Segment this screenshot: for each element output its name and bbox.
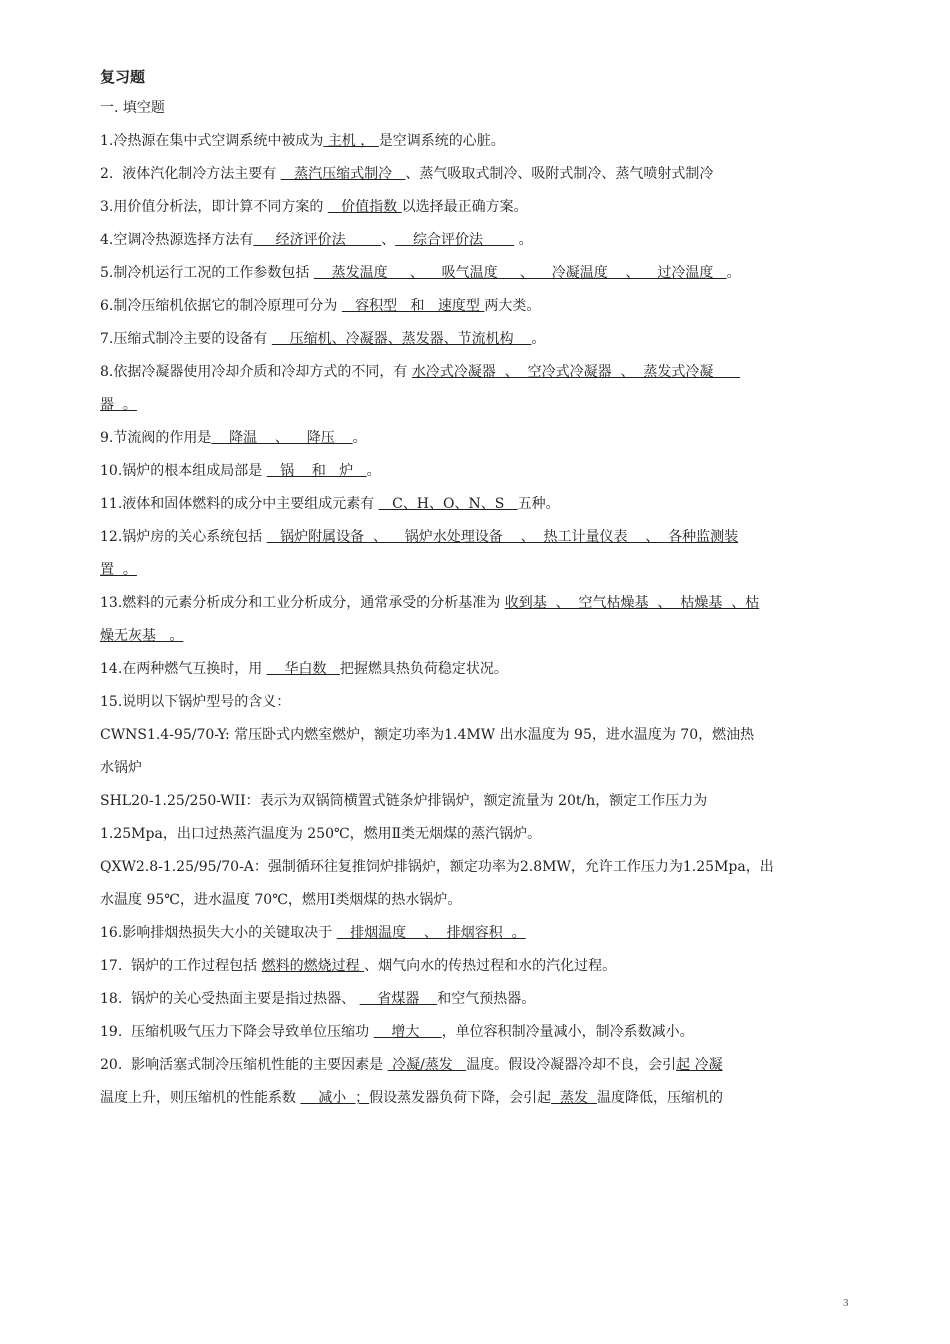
question-18: 18. 锅炉的关心受热面主要是指过热器、 省煤器 和空气预热器。 [100, 991, 536, 1007]
boiler-model-3: QXW2.8-1.25/95/70-A：强制循环往复推饲炉排锅炉，额定功率为2.8MW，允许工作压力为1.25Mpa，出 [100, 859, 774, 875]
question-20-cont: 温度上升，则压缩机的性能系数 减小 ；假设蒸发器负荷下降，会引起 蒸发 温度降低，压缩机的 [100, 1090, 723, 1106]
boiler-model-1-cont: 水锅炉 [100, 760, 142, 776]
question-1: 1.冷热源在集中式空调系统中被成为 主机 ， 是空调系统的心脏。 [100, 133, 505, 149]
question-10: 10.锅炉的根本组成局部是 锅 和 炉 。 [100, 463, 381, 479]
question-11: 11.液体和固体燃料的成分中主要组成元素有 C、H、O、N、S 五种。 [100, 496, 560, 512]
question-9: 9.节流阀的作用是 降温 、 降压 。 [100, 430, 367, 446]
question-2: 2. 液体汽化制冷方法主要有 蒸汽压缩式制冷 、蒸气吸取式制冷、吸附式制冷、蒸气喷射式制冷 [100, 166, 714, 182]
question-6: 6.制冷压缩机依据它的制冷原理可分为 容积型 和 速度型 两大类。 [100, 298, 541, 314]
answer: 燥无灰基 。 [100, 628, 184, 644]
question-15: 15.说明以下锅炉型号的含义： [100, 694, 291, 710]
question-12: 12.锅炉房的关心系统包括 锅炉附属设备 、 锅炉水处理设备 、 热工计量仪表 、 各种监测装 [100, 529, 739, 545]
answer: 蒸发温度 、 吸气温度 、 冷凝温度 、 过冷温度 [313, 265, 727, 281]
answer: C、H、O、N、S [378, 496, 518, 512]
question-13-cont [100, 620, 860, 653]
question-7: 7.压缩式制冷主要的设备有 压缩机、冷凝器、蒸发器、节流机构 。 [100, 331, 546, 347]
page-number: 3 [843, 1297, 849, 1309]
boiler-model-1: CWNS1.4-95/70-Y: 常压卧式内燃室燃炉，额定功率为1.4MW 出水温度为 95，进水温度为 70，燃油热 [100, 727, 755, 743]
boiler-model-2: SHL20-1.25/250-WII：表示为双锅筒横置式链条炉排锅炉，额定流量为 20t/h，额定工作压力为 [100, 793, 708, 809]
answer: 华白数 [266, 661, 340, 677]
answer: 蒸汽压缩式制冷 [280, 166, 406, 182]
answer: 降温 、 降压 [211, 430, 353, 446]
page-title: 复习题 [100, 68, 146, 86]
question-12-cont [100, 554, 860, 587]
answer: 综合评价法 [395, 232, 515, 248]
question-17: 17. 锅炉的工作过程包括 燃料的燃烧过程 、烟气向水的传热过程和水的汽化过程。 [100, 958, 617, 974]
answer: 置 。 [100, 562, 137, 578]
answer: 蒸发 [551, 1090, 597, 1106]
question-4: 4.空调冷热源选择方法有 经济评价法 、 综合评价法 。 [100, 232, 533, 248]
answer: 冷凝/蒸发 [387, 1057, 467, 1073]
question-16: 16.影响排烟热损失大小的关键取决于 排烟温度 、 排烟容积 。 [100, 925, 526, 941]
question-5: 5.制冷机运行工况的工作参数包括 蒸发温度 、 吸气温度 、 冷凝温度 、 过冷温度 。 [100, 265, 741, 281]
answer: 容积型 和 速度型 [341, 298, 485, 314]
boiler-model-3-cont: 水温度 95℃，进水温度 70℃，燃用Ⅰ类烟煤的热水锅炉。 [100, 892, 462, 908]
answer: 水冷式冷凝器 、 空冷式冷凝器 、 蒸发式冷凝 [411, 364, 741, 380]
answer: 锅炉附属设备 、 锅炉水处理设备 、 热工计量仪表 、 各种监测装 [266, 529, 739, 545]
question-13: 13.燃料的元素分析成分和工业分析成分，通常承受的分析基准为 收到基 、 空气枯燥基 、 枯燥基 、枯 [100, 595, 760, 611]
question-3: 3.用价值分析法，即计算不同方案的 价值指数 以选择最正确方案。 [100, 199, 528, 215]
content [100, 62, 860, 1115]
answer: 收到基 、 空气枯燥基 、 枯燥基 、枯 [504, 595, 760, 611]
answer: 锅 和 炉 [266, 463, 367, 479]
answer: 排烟温度 、 排烟容积 。 [336, 925, 526, 941]
answer: 省煤器 [359, 991, 438, 1007]
answer: 主机 ， [323, 133, 379, 149]
boiler-model-2-cont: 1.25Mpa，出口过热蒸汽温度为 250℃，燃用Ⅱ类无烟煤的蒸汽锅炉。 [100, 826, 542, 842]
question-8: 8.依据冷凝器使用冷却介质和冷却方式的不同，有 水冷式冷凝器 、 空冷式冷凝器 、 蒸发式冷凝 [100, 364, 741, 380]
answer: 燃料的燃烧过程 [261, 958, 365, 974]
question-14: 14.在两种燃气互换时，用 华白数 把握燃具热负荷稳定状况。 [100, 661, 508, 677]
question-8-cont [100, 389, 860, 422]
answer: 减小 ； [300, 1090, 370, 1106]
answer: 价值指数 [327, 199, 402, 215]
answer: 起 冷凝 [676, 1057, 723, 1073]
answer: 经济评价法 [253, 232, 382, 248]
answer: 压缩机、冷凝器、蒸发器、节流机构 [271, 331, 532, 347]
answer: 器 。 [100, 397, 137, 413]
question-19: 19. 压缩机吸气压力下降会导致单位压缩功 增大 ，单位容积制冷量减小，制冷系数减小。 [100, 1024, 694, 1040]
question-20: 20. 影响活塞式制冷压缩机性能的主要因素是 冷凝/蒸发 温度。假设冷凝器冷却不良，会引起 冷凝 [100, 1057, 723, 1073]
answer: 增大 [373, 1024, 442, 1040]
section-heading: 一. 填空题 [100, 100, 165, 116]
